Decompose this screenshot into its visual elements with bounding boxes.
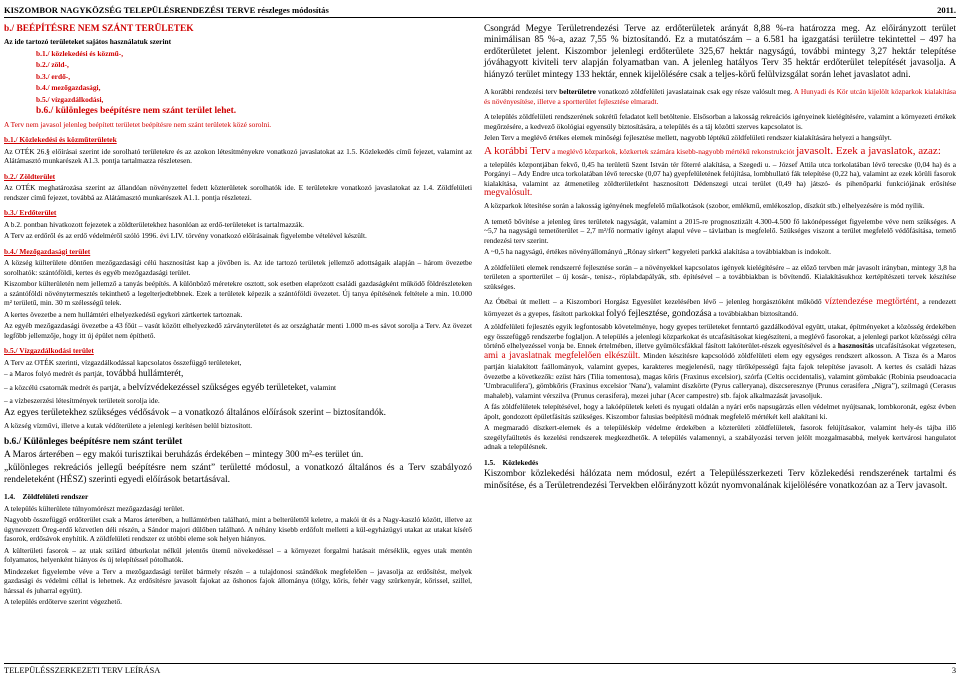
paragraph-large: A Maros árterében – egy makói turisztikai beruházás érdekében – mintegy 300 m²-es terület ún.	[4, 449, 364, 460]
paragraph: A zöldfelületi elemek rendszerré fejlesztése során – a növényekkel kapcsolatos igények kielégítésére – az előző tervben már javasolt irányban, mintegy 3,8 ha területen a sportterület – új kosár-, tenisz-, röplabdapályák, stb. építésével – a továbbiakban is bővítendő. Kialakításukhoz kertépítészeti tervek készítése szükséges.	[484, 262, 956, 291]
section-number: 1.5.	[484, 457, 496, 467]
section-heading-b: b./ BEÉPÍTÉSRE NEM SZÁNT TERÜLETEK	[4, 24, 194, 34]
paragraph	[484, 87, 956, 106]
text-span: megvalósult.	[484, 188, 533, 199]
paragraph: Az OTÉK 26.§ előírásai szerint ide sorolható területekre és az azokon létesítményekre vonatkozó javaslatokat az 1.5. Közlekedés című fejezet, valamint az Alátámasztó munkarészek A1.3. pontja tartalmazza részletesen.	[4, 146, 472, 166]
text-span: javasolt. Ezek a javaslatok, azaz:	[796, 144, 941, 157]
list-item: b.5./ vízgazdálkodási,	[36, 94, 104, 104]
paragraph: A község vízművi, illetve a kutak védőterülete a jelenlegi kerítésen belül biztosított.	[4, 421, 253, 431]
dash-text: a Maros folyó medrét és partját,	[9, 369, 104, 379]
text-span: A korábbi Terv	[484, 144, 551, 157]
section-heading-1-4	[4, 492, 472, 502]
paragraph: Mindezeket figyelembe véve a Terv a mezőgazdasági terület bármely részén – a tulajdonosi szándékok megfelelően – javasolja az erdősítést, melyek gazdasági és védelmi céllal is lehetnek. Az erdősítésre javasolt fajokat az őshonos fajok állománya (tölgy, kőris, fehér vagy szürkenyár, kőrissel, szillel, hárssal és juharral együtt).	[4, 566, 472, 595]
paragraph: Jelen Terv a meglévő értékes elemek minőségi fejlesztése mellett, nagyobb léptékű zöldfelületi rendszer kialakítására helyezi a hangsúlyt.	[484, 133, 892, 143]
subsection-heading-b4: b.4./ Mezőgazdasági terület	[4, 246, 91, 256]
text-span: A korábbi rendezési terv	[484, 87, 560, 97]
paragraph: A közparkok létesítése során a lakosság igényének megfelelő műalkotások (szobor, emlékmű, emlékoszlop, díszkút stb.) elhelyezésére is mód nyílik.	[484, 201, 925, 211]
paragraph: Az egyéb mezőgazdasági övezetbe a 43 főút – vasút között elhelyezkedő zárványterületet és az országhatár menti 1.000 m-es sávot sorolja a Terv. Az övezet legfőbb jellemzője, hogy itt új épület nem építhető.	[4, 321, 472, 340]
page-number: 3	[951, 666, 956, 675]
text-span: Minden készítésre kapcsolódó zöldfelületi elem egy egységes rendszert alkosson. A Tisza és a Maros partján kialakított faállományok, valamint gyepes, karakteres megjelenésű, nagy tűrőképességű fajta fajok telepítése javasolt. A kertes és családi házas övezetbe a következők: ezüst hárs (Tilia tomentosa), magas kőris (Fraxinus excelsior), szórfa (Celtis occidentalis), valamint gömbakác (Robinia pseudoacacia 'Umbraculifera'), gömbkőris (Fraxinus excelsior 'Nana'), valamint díszkörte (Pyrus calleryana), díszcseresznye (Prunus cerasifera „Nigra”), szilmagú (Cerasus mahaleb), valamint vérszilva (Prunus cerasifera), mezei juhar (Acer campestre) stb. fajok alkalmazását javasoljuk.	[484, 350, 956, 400]
paragraph	[484, 297, 956, 320]
paragraph-large	[4, 408, 472, 419]
paragraph: A település zöldfelületi rendszerének sokrétű feladatot kell betöltenie. Elsősorban a lakosság rekreációs igényeinek kielégítésére, valamint a környezeti értékek megőrzésére, a kedvező ökológiai egyensúly biztosítására, a település és a táj közötti szerves kapcsolatot is.	[484, 112, 956, 131]
right-column	[484, 24, 956, 494]
paragraph: A Terv az OTÉK szerinti, vízgazdálkodással kapcsolatos összefüggő területeket,	[4, 357, 242, 367]
text-span: ami a javaslatnak megfelelően elkészült.	[484, 350, 641, 361]
list-item: b.1./ közlekedési és közmű-,	[36, 48, 124, 58]
paragraph: A ~0,5 ha nagyságú, értékes növényállományú „Rónay sírkert” kegyeleti parkká alakítása a továbbiakban is indokolt.	[484, 247, 831, 257]
paragraph: Nagyobb összefüggő erdőterület csak a Maros árterében, a hullámtérben található, mint a belterülettől keletre, a makói út és a Nagy-kaszló között, illetve az úgynevezett Öreg-erdő közvetlen déli részén, a Sándor majori dűlőben található. A néhány kisebb erdőfolt melletti a kül-egyházügyi utakat az utakat kísérő fasorok, erdősávok enyhítik. A zöldfelületi rendszer ez utóbbi eleme sok helyen hiányos.	[4, 515, 472, 544]
paragraph: A megmaradó díszkert-elemek és a településkép védelme érdekében a közterületi zöldfelületek, fasorok felújításakor, valamint hely-és tájba illő szegélyfaültetés és kezelési rendszerek megkezdhetők. A település valamennyi, a szabályozási terven jelölt mozgalmasabbá, melyek kertvárosi hangulatot adnak a településnek.	[484, 423, 956, 452]
section-number: 1.4.	[4, 492, 16, 502]
text-span: a továbbiakban biztosítandó.	[711, 308, 799, 318]
text-span: A Hunyadi és Kör utcán kijelölt közparkok kialakítása és növényesítése, illetve a sportterület fejlesztése elmaradt.	[484, 87, 957, 106]
paragraph: Kiszombor külterületén nem jellemző a tanyás beépítés. A különböző méretekre osztott, sok esetben elaprózott családi gazdaságként működő földrészleteken a szántóföldi növénytermesztés tekinthető a legelterjedtebbnek. Ezek a területek képezik a szántóföldi övezetet. Új tanya építésének feltétele a min. 10.000 m² területű, min. 30 m szélességű telek.	[4, 279, 472, 308]
paragraph	[484, 145, 956, 158]
text-span: A zöldfelületi fejlesztés egyik legfontosabb követelménye, hogy gyepes területeket fenntartó gazdálkodóval együtt, utakat, építményeket a közösség érdekében egy összefüggő rendszerbe foglaljon. A település a jelenlegi közparkokat és utcafásításokat kiegészíteni, a meglévő fasorokat, a jelenlegi parkot közösségi célra történő elhelyezéssel vonja be. Ennek értelmében, illetve gyümölcsfákkal fásított lakóterület-részek egyesítésével és a	[484, 322, 957, 351]
paragraph-large: „különleges rekreációs jellegű beépítésre nem szánt” területté módosul, a vonatkozó általános és a Terv szabályozó rendeleteként (HÉSZ) szerinti egyedi előírások betartásával.	[4, 463, 472, 485]
paragraph: A Terv az erdőről és az erdő védelméről szóló 1996. évi LIV. törvény vonatkozó előírásainak figyelembe vételével készült.	[4, 231, 367, 241]
section-title: Közlekedés	[502, 457, 539, 467]
paragraph: A kertes övezetbe a nem hullámtéri elhelyezkedésű egykori zártkertek tartoznak.	[4, 309, 243, 319]
list-item: b.2./ zöld-,	[36, 60, 69, 70]
paragraph: A temető bővítése a jelenleg üres területek nagyságát, valamint a 2015-re prognosztizált 4.300-4.500 fő lakónépességet figyelembe véve nem szükséges. A ~5,7 ha nagyságú temetőterület – 2,7 m²/fő normatív igényt alapul véve – távlatban is megfelelő. Szükséges viszont a terület megfelelő védőfásítása, temető rendezési terv szerint.	[484, 216, 956, 245]
text-span: Az Óbébai út mellett – a Kiszombori Horgász Egyesület kezelésében lévő – jelenleg horgásztóként működő	[484, 297, 825, 307]
page-footer	[4, 663, 956, 676]
dash-text: valamint	[308, 382, 337, 392]
subsection-heading-b2: b.2./ Zöldterület	[4, 171, 56, 181]
text-span: folyó fejlesztése, gondozása	[606, 308, 712, 319]
paragraph-large: Kiszombor közlekedési hálózata nem módosul, ezért a Településszerkezeti Terv közlekedési rendszerének tartalmi és minősítése, és a Területrendezési Tervekben előirányzott közút nyomvonalának kijelölésére vonatkozóan az a Terv javasolt.	[484, 469, 956, 491]
dash-text: a vízbeszerzési létesítmények területeit sorolja ide.	[9, 396, 160, 406]
intro-text: Az ide tartozó területeket sajátos használatuk szerint	[4, 37, 172, 47]
dash-item: – a vízbeszerzési létesítmények területeit sorolja ide.	[4, 396, 160, 406]
text-span: víztendezése megtörtént,	[824, 297, 920, 308]
dash-text-large: továbbá hullámterét,	[103, 369, 184, 380]
subsection-heading-b5: b.5./ Vízgazdálkodási terület	[4, 346, 94, 356]
left-column	[4, 24, 472, 609]
paragraph: A külterületi fasorok – az utak szilárd útburkolat nélkül jelentős ütemű növekedéssel – a környezet forgalmi hatásait mérséklik, egyes utak mentén folyamatos, helyenként hiányos és új telepítéssel pótolhatók.	[4, 545, 472, 565]
text-span: hasznosítás	[837, 341, 874, 351]
list-item: b.4./ mezőgazdasági,	[36, 83, 101, 93]
subsection-heading-b3: b.3./ Erdőterület	[4, 208, 57, 218]
paragraph: A b.2. pontban hivatkozott fejezetek a zöldterületekhez hasonlóan az erdő-területeket is tartalmazzák.	[4, 219, 305, 229]
terv-note: A Terv nem javasol jelenleg beépített területet beépítésre nem szánt területek közé sorolni.	[4, 119, 272, 129]
text-span: vonatkozó zöldfelületi javaslatainak csak egy része valósult meg.	[595, 87, 794, 97]
section-title: Zöldfelületi rendszer	[22, 492, 89, 502]
paragraph: Az OTÉK meghatározása szerint az állandóan növényzettel fedett közterületek sorolhatók ide. E területekre vonatkozó javaslatokat az 1.4. Zöldfelületi rendszer című fejezet, továbbá az Alátámasztó munkarészek A1.1. pontja részletezi.	[4, 183, 472, 202]
text-span: Az egyes területekhez szükséges védősávok – a vonatkozó általános előírások szerint –	[4, 407, 334, 418]
paragraph: A település erdőterve szerint végezhető.	[4, 597, 122, 607]
text-span: belterületre	[559, 87, 596, 97]
dash-item: – a Maros folyó medrét és partját, továbbá hullámterét,	[4, 369, 184, 380]
subsection-heading-b1: b.1./ Közlekedési és közműterületek	[4, 135, 117, 145]
header-title: KISZOMBOR NAGYKÖZSÉG TELEPÜLÉSRENDEZÉSI TERVE részleges módosítás	[4, 5, 329, 15]
text-span: a település központjában fekvő, 0,45 ha területű Szent István tér főterré alakítása, a Szegedi u. – József Attila utca torkolatában lévő terecske (0,04 ha) és a Porgányi – Ady Endre utca torkolatában lévő terecske (0,07 ha) gyepfelületének felújítása, lombhullató fák telepítése (0,22 ha), valamint az ezek körüli fasorok kialakítása, valamint az átmenetileg zöldterületként hasznosított Dédenszegi utcai terület (0,49 ha) játszó- és pihenőparki funkciójának erősítése	[484, 159, 956, 188]
paragraph: A település külterülete túlnyomórészt mezőgazdasági terület.	[4, 503, 185, 513]
paragraph-large: Csongrád Megye Területrendezési Terve az erdőterületek arányát 8,88 %-ra határozza meg. Az előirányzott terület minimálisan 85 %-a, azaz 7,55 % biztosítandó. Ez a mutatószám – a 6.581 ha igazgatási területre tekintettel – 497 ha erdőterületet jelent. Kiszombor jelenlegi erdőterülete 325,67 hektár nagyságú, további mintegy 3,27 hektár telepítése jóváhagyott kiviteli terv alapján folyamatban van. A jelenleg hatályos Terv 35 hektár erdőterület telepítését javasolja. A hiányzó terület mintegy 133 hektár, ennek kijelölésére csak a teljes-körű felülvizsgálat során lehet javaslatot adni.	[484, 24, 956, 80]
subsection-heading-b6: b.6./ Különleges beépítésre nem szánt terület	[4, 436, 183, 447]
dash-text: a közcélú csatornák medrét és partját, a	[9, 382, 128, 392]
list-item: b.6./ különleges beépítésre nem szánt terület lehet.	[36, 106, 237, 117]
header-year: 2011.	[937, 5, 956, 15]
text-span: biztosítandók.	[333, 407, 386, 418]
section-heading-1-5	[484, 458, 956, 468]
list-item: b.3./ erdő-,	[36, 71, 71, 81]
paragraph: A község külterülete döntően mezőgazdasági célú hasznosítást kap a jövőben is. Az ide tartozó területek jellemző adottságaik alapján – három övezetbe sorolhatók: szántóföldi, kertes és egyéb mezőgazdasági terület.	[4, 258, 472, 277]
page-header	[4, 4, 956, 18]
dash-item: – a közcélú csatornák medrét és partját, a belvízvédekezéssel szükséges egyéb területeket, valamint	[4, 382, 337, 393]
dash-text-large: belvízvédekezéssel szükséges egyéb területeket,	[127, 382, 309, 393]
footer-title: TELEPÜLÉSSZERKEZETI TERV LEÍRÁSA	[4, 666, 161, 675]
text-span: a rendezett környezet és a gyepes, fásított parkokkal	[484, 297, 957, 318]
paragraph	[484, 322, 956, 400]
paragraph	[484, 160, 956, 200]
paragraph: A fás zöldfelületek telepítésével, hogy a lakóépületek keleti és nyugati oldalán a nyári erős napsugárzás ellen védelmet nyújtsanak, lombkoronát, egész évben ápolt, gondozott épületfásítás szükséges. Kiszombor falusias beépítésű módnak megfelelő mértékét kell alakítani ki.	[484, 402, 956, 421]
text-span: a meglévő közparkok, közkertek számára kisebb-nagyobb mértékű rekonstrukciót	[550, 146, 797, 156]
text-span: utcafásításokat végzetesen,	[873, 341, 957, 351]
